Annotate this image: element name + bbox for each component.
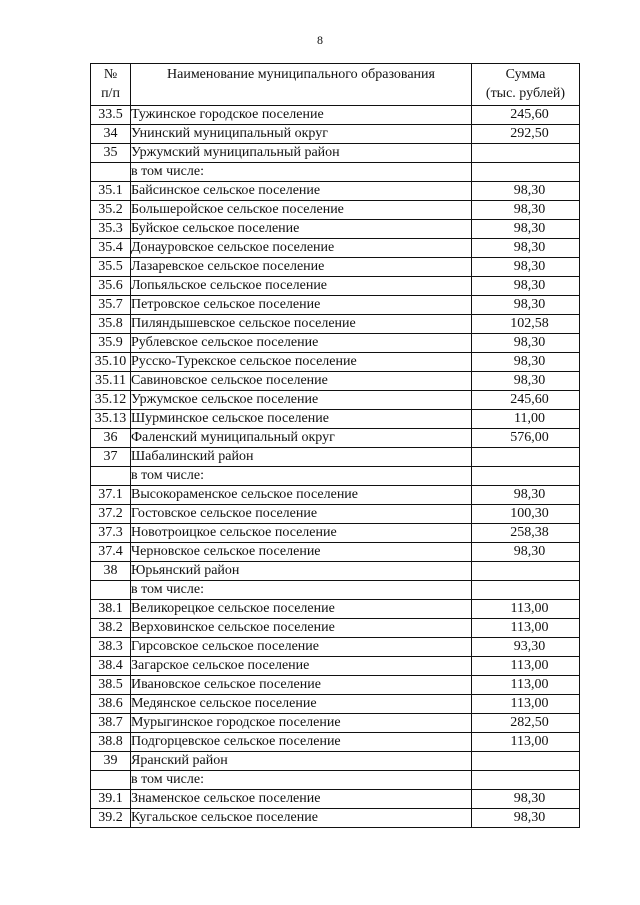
row-number: 35.3 (91, 220, 131, 239)
table-row (91, 600, 580, 619)
table-row (91, 144, 580, 163)
row-municipality-name: Кугальское сельское поселение (131, 809, 472, 828)
table-row (91, 239, 580, 258)
table-row (91, 809, 580, 828)
row-sum-cell (472, 106, 580, 125)
row-sum-cell (472, 334, 580, 353)
header-number-line2: п/п (101, 86, 120, 101)
row-sum-cell (472, 239, 580, 258)
row-number: 39.2 (91, 809, 131, 828)
row-sum: 98,30 (513, 221, 546, 236)
allocation-table (90, 63, 580, 828)
row-sum: 98,30 (513, 335, 546, 350)
row-sum: 93,30 (513, 639, 546, 654)
row-number: 38.4 (91, 657, 131, 676)
table-row (91, 334, 580, 353)
row-sum-cell (472, 353, 580, 372)
table-row (91, 695, 580, 714)
table-row (91, 543, 580, 562)
row-sum: 98,30 (513, 487, 546, 502)
row-number (91, 581, 131, 600)
table-row (91, 467, 580, 486)
row-municipality-name: Большеройское сельское поселение (131, 201, 472, 220)
row-municipality-name: Новотроицкое сельское поселение (131, 524, 472, 543)
row-sum: 245,60 (510, 107, 549, 122)
row-municipality-name: Русско-Турекское сельское поселение (131, 353, 472, 372)
table-row (91, 771, 580, 790)
table-row (91, 638, 580, 657)
row-sum-cell (472, 410, 580, 429)
row-number: 38.8 (91, 733, 131, 752)
row-sum-cell (472, 790, 580, 809)
row-sum: 98,30 (513, 810, 546, 825)
row-number (91, 467, 131, 486)
row-municipality-name: Мурыгинское городское поселение (131, 714, 472, 733)
table-row (91, 277, 580, 296)
table-row (91, 410, 580, 429)
row-number: 35.1 (91, 182, 131, 201)
table-row (91, 258, 580, 277)
row-sum-cell (472, 657, 580, 676)
row-sum-cell (472, 733, 580, 752)
row-sum: 245,60 (510, 392, 549, 407)
row-sum-cell (472, 676, 580, 695)
row-number: 35.2 (91, 201, 131, 220)
row-municipality-name: Подгорцевское сельское поселение (131, 733, 472, 752)
row-sum-cell (472, 258, 580, 277)
row-municipality-name: Загарское сельское поселение (131, 657, 472, 676)
row-sum-cell (472, 619, 580, 638)
table-row (91, 562, 580, 581)
row-municipality-name: Донауровское сельское поселение (131, 239, 472, 258)
row-sum: 98,30 (513, 202, 546, 217)
row-sum: 98,30 (513, 544, 546, 559)
row-sum-cell (472, 182, 580, 201)
row-sum-cell (472, 429, 580, 448)
row-number: 38 (91, 562, 131, 581)
row-sum: 98,30 (513, 297, 546, 312)
row-municipality-name: Шабалинский район (131, 448, 472, 467)
row-number: 38.1 (91, 600, 131, 619)
table-row (91, 581, 580, 600)
row-municipality-name: Яранский район (131, 752, 472, 771)
row-number: 37.2 (91, 505, 131, 524)
row-number: 35.6 (91, 277, 131, 296)
row-sum-cell (472, 220, 580, 239)
row-number: 36 (91, 429, 131, 448)
row-municipality-name: Буйское сельское поселение (131, 220, 472, 239)
row-municipality-name: Савиновское сельское поселение (131, 372, 472, 391)
table-row (91, 505, 580, 524)
table-row (91, 372, 580, 391)
row-sum-cell (472, 296, 580, 315)
row-sum-cell (472, 600, 580, 619)
row-number: 34 (91, 125, 131, 144)
row-sum-cell (472, 201, 580, 220)
row-municipality-name: Медянское сельское поселение (131, 695, 472, 714)
row-sum-cell (472, 144, 580, 163)
table-row (91, 125, 580, 144)
row-sum: 98,30 (513, 354, 546, 369)
row-sum: 576,00 (510, 430, 549, 445)
header-name-label: Наименование муниципального образования (167, 67, 435, 82)
row-sum-cell (472, 771, 580, 790)
row-number: 38.5 (91, 676, 131, 695)
row-number: 35.8 (91, 315, 131, 334)
row-municipality-name: Юрьянский район (131, 562, 472, 581)
row-number: 38.7 (91, 714, 131, 733)
row-sum-cell (472, 752, 580, 771)
row-municipality-name: в том числе: (131, 163, 472, 182)
row-sum-cell (472, 372, 580, 391)
row-municipality-name: Лазаревское сельское поселение (131, 258, 472, 277)
row-sum-cell (472, 277, 580, 296)
row-sum-cell (472, 524, 580, 543)
table-row (91, 524, 580, 543)
table-row (91, 448, 580, 467)
row-sum: 98,30 (513, 183, 546, 198)
row-number (91, 163, 131, 182)
table-row (91, 657, 580, 676)
row-sum: 98,30 (513, 259, 546, 274)
row-municipality-name: Верховинское сельское поселение (131, 619, 472, 638)
row-sum-cell (472, 467, 580, 486)
table-row (91, 429, 580, 448)
table-row (91, 182, 580, 201)
table-row (91, 486, 580, 505)
row-number: 37 (91, 448, 131, 467)
row-sum-cell (472, 448, 580, 467)
row-municipality-name: Знаменское сельское поселение (131, 790, 472, 809)
row-municipality-name: Уржумское сельское поселение (131, 391, 472, 410)
row-municipality-name: Гостовское сельское поселение (131, 505, 472, 524)
row-number: 37.4 (91, 543, 131, 562)
row-municipality-name: в том числе: (131, 467, 472, 486)
row-number: 33.5 (91, 106, 131, 125)
row-number: 38.6 (91, 695, 131, 714)
table-header-row (91, 64, 580, 106)
table-row (91, 714, 580, 733)
table-body (91, 106, 580, 828)
row-sum-cell (472, 125, 580, 144)
header-sum (472, 64, 580, 106)
row-sum: 98,30 (513, 791, 546, 806)
row-sum-cell (472, 581, 580, 600)
table-row (91, 220, 580, 239)
row-sum-cell (472, 391, 580, 410)
row-sum-cell (472, 543, 580, 562)
row-sum: 113,00 (510, 620, 549, 635)
row-number: 37.3 (91, 524, 131, 543)
row-municipality-name: Шурминское сельское поселение (131, 410, 472, 429)
row-municipality-name: Уржумский муниципальный район (131, 144, 472, 163)
row-sum-cell (472, 638, 580, 657)
table-row (91, 619, 580, 638)
row-municipality-name: Лопьяльское сельское поселение (131, 277, 472, 296)
row-sum: 113,00 (510, 677, 549, 692)
row-municipality-name: Рублевское сельское поселение (131, 334, 472, 353)
row-number: 35.9 (91, 334, 131, 353)
table-row (91, 163, 580, 182)
row-number: 38.3 (91, 638, 131, 657)
row-number: 35 (91, 144, 131, 163)
row-municipality-name: в том числе: (131, 581, 472, 600)
row-municipality-name: в том числе: (131, 771, 472, 790)
row-municipality-name: Тужинское городское поселение (131, 106, 472, 125)
row-municipality-name: Фаленский муниципальный округ (131, 429, 472, 448)
row-sum: 98,30 (513, 278, 546, 293)
table-row (91, 752, 580, 771)
row-number: 35.10 (91, 353, 131, 372)
row-sum: 98,30 (513, 373, 546, 388)
row-sum: 113,00 (510, 658, 549, 673)
row-sum-cell (472, 695, 580, 714)
row-municipality-name: Великорецкое сельское поселение (131, 600, 472, 619)
row-sum-cell (472, 505, 580, 524)
row-sum: 113,00 (510, 601, 549, 616)
row-sum: 292,50 (510, 126, 549, 141)
header-sum-line2: (тыс. рублей) (485, 86, 566, 101)
row-sum-cell (472, 163, 580, 182)
row-sum-cell (472, 714, 580, 733)
table-row (91, 106, 580, 125)
header-number-line1: № (103, 67, 118, 82)
row-municipality-name: Гирсовское сельское поселение (131, 638, 472, 657)
page-number: 8 (317, 33, 323, 47)
row-number: 39 (91, 752, 131, 771)
row-number: 35.11 (91, 372, 131, 391)
row-municipality-name: Черновское сельское поселение (131, 543, 472, 562)
row-number: 39.1 (91, 790, 131, 809)
table-row (91, 733, 580, 752)
table-row (91, 353, 580, 372)
table-row (91, 391, 580, 410)
row-number: 35.7 (91, 296, 131, 315)
row-sum: 98,30 (513, 240, 546, 255)
row-municipality-name: Пиляндышевское сельское поселение (131, 315, 472, 334)
row-number: 35.4 (91, 239, 131, 258)
table-row (91, 296, 580, 315)
header-name (131, 64, 472, 106)
row-municipality-name: Унинский муниципальный округ (131, 125, 472, 144)
row-sum-cell (472, 809, 580, 828)
row-sum: 11,00 (514, 411, 545, 426)
header-number (91, 64, 131, 106)
row-municipality-name: Высокораменское сельское поселение (131, 486, 472, 505)
row-sum: 113,00 (510, 696, 549, 711)
table-row (91, 201, 580, 220)
row-number: 35.12 (91, 391, 131, 410)
row-sum-cell (472, 486, 580, 505)
row-sum: 282,50 (510, 715, 549, 730)
row-sum: 100,30 (510, 506, 549, 521)
row-number (91, 771, 131, 790)
row-municipality-name: Ивановское сельское поселение (131, 676, 472, 695)
row-sum-cell (472, 315, 580, 334)
row-municipality-name: Байсинское сельское поселение (131, 182, 472, 201)
table-row (91, 676, 580, 695)
row-municipality-name: Петровское сельское поселение (131, 296, 472, 315)
row-number: 35.5 (91, 258, 131, 277)
row-sum: 258,38 (510, 525, 549, 540)
row-sum: 102,58 (510, 316, 549, 331)
row-sum: 113,00 (510, 734, 549, 749)
row-number: 37.1 (91, 486, 131, 505)
row-number: 38.2 (91, 619, 131, 638)
table-row (91, 790, 580, 809)
row-number: 35.13 (91, 410, 131, 429)
table-row (91, 315, 580, 334)
header-sum-line1: Сумма (505, 67, 546, 82)
row-sum-cell (472, 562, 580, 581)
